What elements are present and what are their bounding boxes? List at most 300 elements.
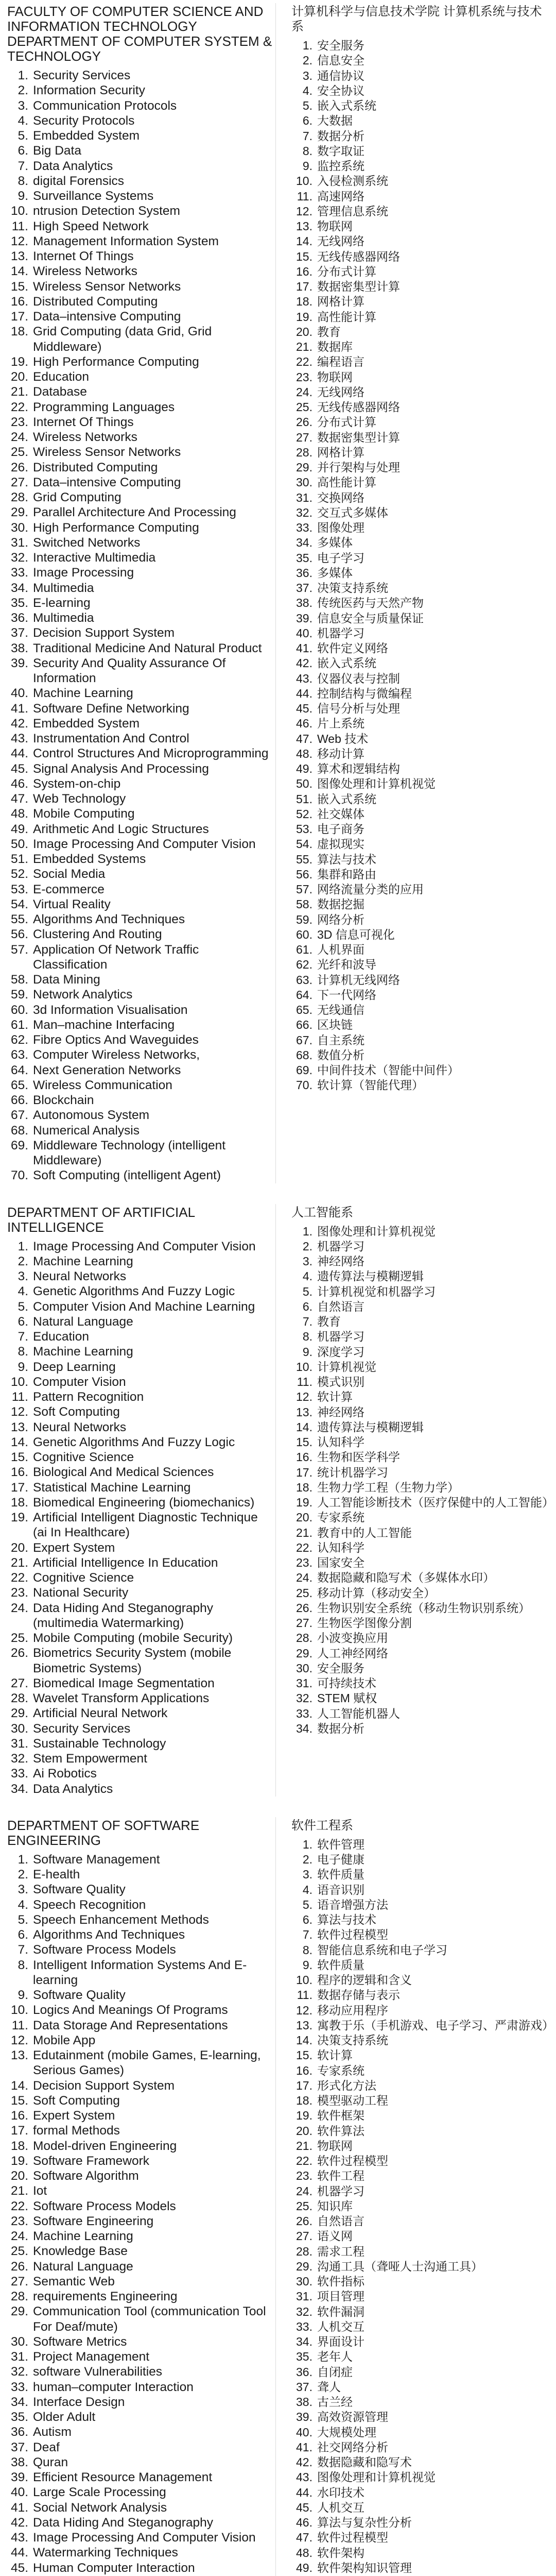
list-item xyxy=(7,656,272,686)
item-number: 5. xyxy=(302,1897,312,1911)
list-item xyxy=(291,2184,552,2199)
list-item xyxy=(291,2485,552,2500)
list-item xyxy=(7,2048,272,2078)
item-label: 机器学习 xyxy=(317,1239,364,1253)
item-label: Genetic Algorithms And Fuzzy Logic xyxy=(33,1284,235,1299)
item-label: Software Quality xyxy=(33,1988,126,2002)
item-label: Computer Vision And Machine Learning xyxy=(33,1299,255,1314)
list-item xyxy=(291,279,552,294)
list-item xyxy=(7,1420,272,1435)
item-label: Man–machine Interfacing xyxy=(33,1018,175,1032)
item-label: Image Processing xyxy=(33,566,134,580)
item-number: 37. xyxy=(10,626,28,640)
list-item xyxy=(291,1526,552,1540)
list-item xyxy=(291,1465,552,1480)
list-item xyxy=(291,1018,552,1032)
item-number: 43. xyxy=(296,671,312,685)
list-item xyxy=(291,1389,552,1404)
list-item xyxy=(291,1375,552,1389)
list-item xyxy=(7,1168,272,1183)
item-label: 安全协议 xyxy=(317,83,364,97)
item-label: 嵌入式系统 xyxy=(317,99,376,112)
list-item xyxy=(291,2515,552,2530)
list-item xyxy=(7,897,272,912)
list-item xyxy=(291,1420,552,1435)
list-item xyxy=(7,520,272,535)
list-item xyxy=(291,1706,552,1721)
item-number: 65. xyxy=(296,1003,312,1016)
item-label: 数据密集型计算 xyxy=(317,430,400,444)
list-item xyxy=(291,1601,552,1616)
item-label: 物联网 xyxy=(317,370,353,384)
item-label: 移动计算（移动安全） xyxy=(317,1586,436,1600)
item-number: 3. xyxy=(302,1255,312,1268)
item-label: Education xyxy=(33,1330,89,1344)
item-number: 13. xyxy=(10,249,28,263)
item-label: Logics And Meanings Of Programs xyxy=(33,2003,228,2018)
item-number: 30. xyxy=(10,520,28,535)
item-number: 21. xyxy=(10,1555,28,1570)
item-number: 34. xyxy=(296,1721,312,1735)
item-number: 33. xyxy=(296,2319,312,2333)
item-label: 软计算 xyxy=(317,1390,353,1404)
item-number: 9. xyxy=(302,1345,312,1359)
research-area-list xyxy=(291,38,552,1093)
list-item xyxy=(7,2410,272,2425)
item-number: 38. xyxy=(296,2395,312,2409)
item-number: 26. xyxy=(10,1646,28,1660)
list-item xyxy=(291,837,552,852)
item-number: 13. xyxy=(296,2018,312,2032)
list-item xyxy=(291,988,552,1003)
item-label: Grid Computing (data Grid, Grid Middleware) xyxy=(33,325,212,354)
item-number: 59. xyxy=(10,988,28,1002)
item-number: 10. xyxy=(296,1360,312,1374)
list-item xyxy=(291,2304,552,2319)
list-item xyxy=(7,746,272,761)
item-number: 3. xyxy=(18,1883,28,1897)
item-number: 5. xyxy=(302,1284,312,1298)
item-label: STEM 赋权 xyxy=(317,1691,377,1705)
list-item xyxy=(7,987,272,1002)
list-item xyxy=(7,369,272,384)
item-number: 51. xyxy=(296,792,312,806)
item-number: 16. xyxy=(10,1465,28,1480)
item-label: 软件工程 xyxy=(317,2169,364,2183)
item-number: 55. xyxy=(10,912,28,926)
list-item xyxy=(7,1585,272,1600)
item-label: Mobile App xyxy=(33,2033,96,2047)
list-item xyxy=(7,384,272,399)
item-label: Iot xyxy=(33,2184,47,2198)
list-item xyxy=(291,1510,552,1525)
item-label: 交互式多媒体 xyxy=(317,505,388,519)
list-item xyxy=(7,1676,272,1691)
item-label: Project Management xyxy=(33,2350,150,2364)
item-number: 5. xyxy=(18,1299,28,1314)
item-label: Internet Of Things xyxy=(33,415,134,429)
list-item xyxy=(7,264,272,279)
item-number: 29. xyxy=(296,1646,312,1660)
item-number: 18. xyxy=(296,2094,312,2107)
list-item xyxy=(291,1555,552,1570)
item-number: 1. xyxy=(302,1837,312,1851)
item-number: 67. xyxy=(296,1033,312,1047)
department-section xyxy=(0,3,556,1183)
item-label: Social Network Analysis xyxy=(33,2500,167,2515)
department-title: 计算机科学与信息技术学院 计算机系统与技术系 xyxy=(291,5,542,33)
item-number: 38. xyxy=(10,641,28,655)
list-item xyxy=(291,2349,552,2364)
item-number: 27. xyxy=(10,1676,28,1690)
list-item xyxy=(291,641,552,656)
list-item xyxy=(291,973,552,988)
list-item xyxy=(291,927,552,942)
item-number: 35. xyxy=(10,596,28,610)
list-item xyxy=(291,596,552,611)
list-item xyxy=(291,1450,552,1465)
item-label: 高速网络 xyxy=(317,189,364,203)
item-label: 传统医药与天然产物 xyxy=(317,596,424,610)
item-number: 44. xyxy=(296,686,312,700)
item-number: 37. xyxy=(10,2440,28,2454)
item-label: 大规模处理 xyxy=(317,2425,376,2439)
item-number: 26. xyxy=(296,2214,312,2228)
list-item xyxy=(7,1360,272,1375)
list-item xyxy=(7,1646,272,1676)
department-section xyxy=(0,1817,556,2576)
department-title: 人工智能系 xyxy=(291,1205,353,1219)
list-item xyxy=(7,1138,272,1168)
item-number: 17. xyxy=(296,2078,312,2092)
item-label: Internet Of Things xyxy=(33,249,134,263)
list-item xyxy=(7,400,272,415)
item-number: 3. xyxy=(18,1269,28,1283)
item-number: 46. xyxy=(296,2516,312,2529)
item-label: Software Process Models xyxy=(33,2199,176,2213)
item-label: 遗传算法与模糊逻辑 xyxy=(317,1269,424,1283)
list-item xyxy=(291,2048,552,2063)
item-number: 40. xyxy=(296,2425,312,2439)
list-item xyxy=(7,1897,272,1912)
list-item xyxy=(7,1510,272,1540)
item-number: 42. xyxy=(296,2455,312,2469)
item-label: 社交网络分析 xyxy=(317,2440,388,2454)
item-number: 51. xyxy=(10,852,28,866)
item-label: 编程语言 xyxy=(317,355,364,369)
list-item xyxy=(291,761,552,776)
item-number: 49. xyxy=(296,2561,312,2574)
department-title: DEPARTMENT OF SOFTWARE ENGINEERING xyxy=(7,1817,200,1848)
list-item xyxy=(7,2530,272,2545)
list-item xyxy=(291,400,552,415)
item-label: 认知科学 xyxy=(317,1540,364,1554)
list-item xyxy=(291,1284,552,1299)
item-number: 50. xyxy=(10,837,28,851)
list-item xyxy=(7,128,272,143)
item-label: Software Define Networking xyxy=(33,701,189,716)
item-number: 28. xyxy=(296,2244,312,2258)
item-label: 人机交互 xyxy=(317,2319,364,2333)
list-item xyxy=(291,912,552,927)
item-number: 5. xyxy=(302,99,312,112)
item-number: 19. xyxy=(296,2109,312,2123)
list-item xyxy=(7,1284,272,1299)
list-item xyxy=(7,294,272,309)
item-label: 软件定义网络 xyxy=(317,641,388,655)
item-number: 57. xyxy=(296,883,312,896)
research-area-list xyxy=(291,1224,552,1737)
item-label: 移动应用程序 xyxy=(317,2003,388,2017)
item-number: 48. xyxy=(296,2546,312,2560)
list-item xyxy=(7,716,272,731)
item-label: 深度学习 xyxy=(317,1345,364,1359)
item-label: Statistical Machine Learning xyxy=(33,1480,191,1495)
list-item xyxy=(291,520,552,535)
list-item xyxy=(7,354,272,369)
list-item xyxy=(291,581,552,596)
item-number: 1. xyxy=(302,39,312,52)
item-number: 17. xyxy=(296,280,312,293)
list-item xyxy=(7,1480,272,1495)
item-label: Application Of Network Traffic Classification xyxy=(33,942,199,972)
item-number: 19. xyxy=(10,354,28,369)
item-number: 69. xyxy=(10,1138,28,1153)
item-number: 31. xyxy=(296,2290,312,2303)
item-number: 32. xyxy=(296,505,312,519)
item-number: 41. xyxy=(296,2440,312,2454)
list-item xyxy=(291,1570,552,1585)
item-label: Quran xyxy=(33,2455,68,2469)
item-number: 7. xyxy=(302,129,312,143)
list-item xyxy=(291,2154,552,2168)
item-number: 33. xyxy=(10,566,28,580)
list-item xyxy=(7,1078,272,1093)
list-item xyxy=(7,1751,272,1766)
item-label: 数据密集型计算 xyxy=(317,280,400,293)
item-number: 27. xyxy=(296,2229,312,2243)
item-number: 24. xyxy=(10,1601,28,1615)
item-number: 55. xyxy=(296,852,312,866)
item-number: 23. xyxy=(10,1586,28,1600)
item-label: Blockchain xyxy=(33,1093,94,1107)
item-label: 交换网络 xyxy=(317,490,364,504)
item-number: 37. xyxy=(296,2380,312,2394)
item-label: Edutainment (mobile Games, E-learning, Serious Games) xyxy=(33,2048,261,2078)
item-number: 29. xyxy=(10,1706,28,1721)
item-label: 计算机无线网络 xyxy=(317,973,400,987)
item-label: 模式识别 xyxy=(317,1375,364,1388)
item-number: 44. xyxy=(296,2485,312,2499)
list-item xyxy=(291,2244,552,2259)
item-label: 自闭症 xyxy=(317,2365,353,2379)
list-item xyxy=(291,2500,552,2515)
item-number: 13. xyxy=(10,2048,28,2062)
item-number: 34. xyxy=(10,2395,28,2409)
item-label: 知识库 xyxy=(317,2199,353,2213)
list-item xyxy=(291,1495,552,1510)
item-label: 无线传感器网络 xyxy=(317,249,400,263)
item-number: 40. xyxy=(10,2485,28,2500)
list-item xyxy=(7,1540,272,1555)
item-number: 33. xyxy=(296,521,312,534)
item-label: 生物医学图像分割 xyxy=(317,1616,412,1630)
item-label: Computer Wireless Networks, xyxy=(33,1048,200,1062)
list-item xyxy=(291,174,552,189)
item-label: 算术和逻辑结构 xyxy=(317,762,400,775)
item-label: 软计算（智能代理） xyxy=(317,1078,424,1092)
item-number: 11. xyxy=(297,1988,312,2002)
list-item xyxy=(291,2455,552,2470)
item-label: 语义网 xyxy=(317,2229,353,2243)
list-item xyxy=(7,2018,272,2033)
list-item xyxy=(7,2500,272,2515)
item-number: 43. xyxy=(10,2531,28,2545)
item-label: Large Scale Processing xyxy=(33,2485,166,2500)
item-label: 嵌入式系统 xyxy=(317,792,376,806)
list-item xyxy=(291,1586,552,1601)
item-number: 7. xyxy=(18,159,28,173)
list-item xyxy=(291,1943,552,1958)
list-item xyxy=(291,249,552,264)
item-label: Signal Analysis And Processing xyxy=(33,761,209,776)
item-number: 40. xyxy=(10,686,28,701)
list-item xyxy=(291,2139,552,2154)
list-item xyxy=(291,957,552,972)
list-item xyxy=(7,2289,272,2304)
item-label: 图像处理和计算机视觉 xyxy=(317,777,436,791)
list-item xyxy=(291,807,552,822)
english-column xyxy=(0,1204,276,1797)
item-number: 11. xyxy=(11,1390,28,1404)
item-number: 5. xyxy=(18,129,28,143)
item-label: Decision Support System xyxy=(33,2078,175,2093)
list-item xyxy=(7,279,272,294)
list-item xyxy=(7,1555,272,1570)
list-item xyxy=(291,1661,552,1676)
item-number: 25. xyxy=(10,445,28,460)
item-label: 程序的逻辑和含义 xyxy=(317,1973,412,1987)
department-title: 软件工程系 xyxy=(291,1818,353,1833)
list-item xyxy=(7,2108,272,2123)
item-label: Knowledge Base xyxy=(33,2244,128,2259)
item-number: 14. xyxy=(10,2078,28,2093)
item-number: 31. xyxy=(296,490,312,504)
item-number: 8. xyxy=(18,1958,28,1972)
item-number: 31. xyxy=(10,2350,28,2364)
list-item xyxy=(7,1239,272,1254)
item-number: 68. xyxy=(10,1123,28,1138)
list-item xyxy=(291,144,552,159)
item-label: Data Analytics xyxy=(33,159,113,173)
item-number: 14. xyxy=(10,264,28,279)
item-number: 69. xyxy=(296,1063,312,1077)
item-number: 27. xyxy=(296,430,312,444)
list-item xyxy=(291,53,552,68)
item-label: Web 技术 xyxy=(317,732,369,745)
item-number: 15. xyxy=(10,2093,28,2108)
list-item xyxy=(291,264,552,279)
item-label: Embedded System xyxy=(33,716,140,731)
item-number: 12. xyxy=(10,2033,28,2047)
item-label: Machine Learning xyxy=(33,1345,133,1359)
item-label: Grid Computing xyxy=(33,490,121,504)
item-number: 49. xyxy=(296,762,312,775)
item-number: 64. xyxy=(10,1063,28,1077)
item-label: Communication Protocols xyxy=(33,98,177,113)
item-label: 算法与技术 xyxy=(317,1913,376,1926)
list-item xyxy=(7,761,272,776)
item-label: 古兰经 xyxy=(317,2395,353,2409)
item-label: 无线网络 xyxy=(317,234,364,248)
item-label: Software Management xyxy=(33,1852,160,1867)
item-number: 54. xyxy=(296,837,312,851)
list-item xyxy=(291,113,552,128)
item-number: 41. xyxy=(296,641,312,655)
item-label: 网格计算 xyxy=(317,445,364,459)
item-label: Machine Learning xyxy=(33,686,133,701)
list-item xyxy=(7,1108,272,1123)
list-item xyxy=(291,1269,552,1284)
item-label: Deep Learning xyxy=(33,1360,116,1374)
item-number: 16. xyxy=(296,2063,312,2077)
list-item xyxy=(291,2274,552,2289)
list-item xyxy=(7,2364,272,2379)
item-label: 需求工程 xyxy=(317,2244,364,2258)
item-number: 44. xyxy=(10,2546,28,2560)
item-label: 信号分析与处理 xyxy=(317,702,400,715)
item-label: National Security xyxy=(33,1586,129,1600)
list-item xyxy=(291,2168,552,2183)
item-number: 24. xyxy=(296,1571,312,1585)
list-item xyxy=(291,2214,552,2229)
section-gap xyxy=(0,1797,556,1817)
item-number: 45. xyxy=(296,702,312,715)
item-label: Interface Design xyxy=(33,2395,125,2409)
item-number: 31. xyxy=(10,535,28,550)
item-number: 12. xyxy=(296,204,312,218)
list-item xyxy=(291,611,552,626)
list-item xyxy=(7,641,272,656)
list-item xyxy=(291,1721,552,1736)
item-label: Soft Computing xyxy=(33,1405,120,1419)
item-number: 24. xyxy=(10,2229,28,2243)
item-label: 机器学习 xyxy=(317,626,364,640)
item-label: Biomedical Image Segmentation xyxy=(33,1676,215,1690)
list-item xyxy=(7,1404,272,1419)
item-number: 19. xyxy=(296,1496,312,1509)
item-label: 无线传感器网络 xyxy=(317,400,400,414)
item-number: 42. xyxy=(10,716,28,731)
item-label: 入侵检测系统 xyxy=(317,174,388,188)
item-number: 27. xyxy=(296,1616,312,1630)
list-item xyxy=(7,324,272,354)
research-area-list xyxy=(291,1837,552,2576)
list-item xyxy=(7,2154,272,2168)
item-label: Algorithms And Techniques xyxy=(33,912,185,926)
chinese-column xyxy=(276,1817,556,2576)
list-item xyxy=(291,2063,552,2078)
list-item xyxy=(291,2440,552,2455)
item-label: 并行架构与处理 xyxy=(317,461,400,474)
item-label: Clustering And Routing xyxy=(33,927,162,942)
item-label: Traditional Medicine And Natural Product xyxy=(33,641,262,655)
list-item xyxy=(7,1867,272,1882)
item-number: 1. xyxy=(302,1224,312,1238)
item-label: Wireless Sensor Networks xyxy=(33,445,181,460)
list-item xyxy=(7,2139,272,2154)
list-item xyxy=(7,1032,272,1047)
